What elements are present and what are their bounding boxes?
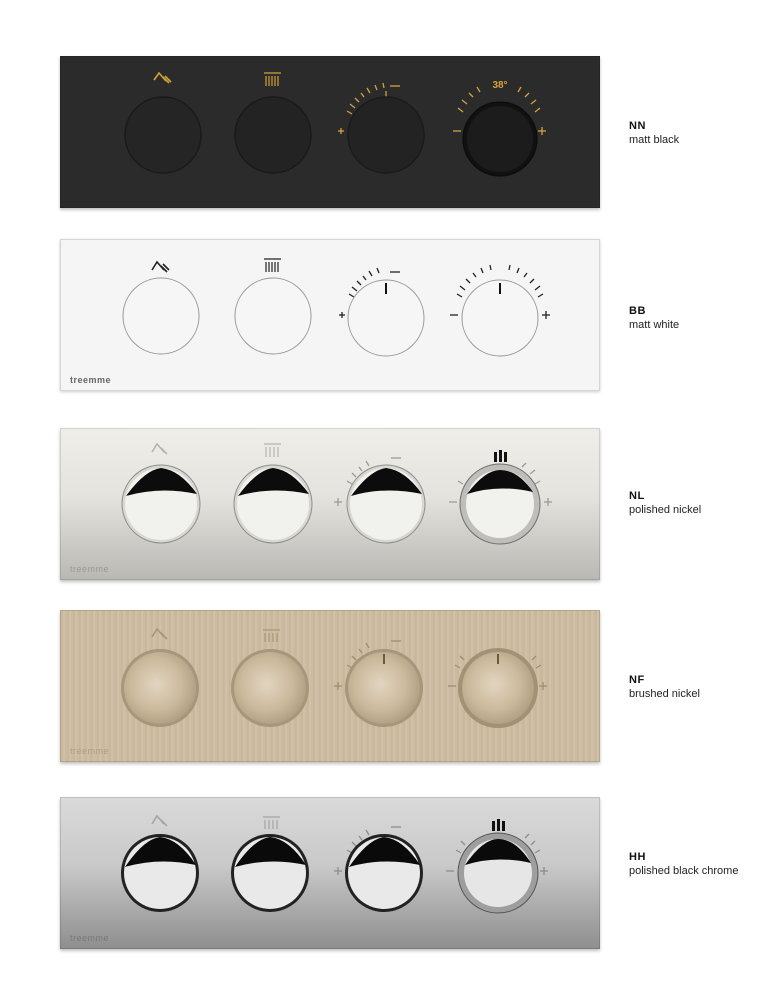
finish-name: matt white	[629, 319, 680, 331]
finish-label-nl	[629, 490, 701, 517]
overhead-shower-icon	[263, 630, 280, 642]
finish-name: polished nickel	[629, 504, 702, 516]
hand-shower-knob[interactable]	[121, 649, 199, 727]
finish-label-nf	[629, 674, 700, 701]
finish-code: NN	[629, 120, 646, 132]
overhead-shower-knob[interactable]	[235, 278, 311, 354]
flow-dial-knob[interactable]	[348, 97, 424, 173]
finish-name: matt black	[629, 134, 680, 146]
finish-code: BB	[629, 305, 646, 317]
hand-shower-icon	[154, 73, 171, 83]
flow-dial-knob[interactable]	[347, 465, 425, 543]
finish-row-hh	[0, 797, 775, 957]
hand-shower-knob[interactable]	[123, 278, 199, 354]
control-panel-matt-white	[60, 239, 600, 391]
finish-code: NF	[629, 674, 645, 686]
control-panel-black-chrome	[60, 797, 600, 949]
overhead-shower-knob[interactable]	[235, 97, 311, 173]
control-panel-polished-nickel	[60, 428, 600, 580]
thermostat-knob[interactable]	[458, 648, 538, 728]
brand-logo: treemme	[70, 746, 110, 756]
finish-row-nn	[0, 56, 775, 216]
brand-logo: treemme	[70, 564, 110, 574]
thermostat-readout: 38°	[492, 80, 508, 91]
overhead-shower-knob[interactable]	[231, 834, 309, 912]
finish-name: brushed nickel	[629, 688, 700, 700]
brand-logo: treemme	[70, 933, 110, 943]
finish-code: HH	[629, 851, 646, 863]
hand-shower-icon	[152, 262, 169, 272]
finish-label-hh	[629, 851, 738, 878]
finish-label-bb	[629, 305, 679, 332]
thermostat-knob[interactable]	[460, 450, 540, 544]
hand-shower-knob[interactable]	[125, 97, 201, 173]
finish-row-nf	[0, 610, 775, 770]
thermostat-knob[interactable]	[458, 819, 538, 913]
hand-shower-knob[interactable]	[121, 834, 199, 912]
finish-row-nl	[0, 428, 775, 588]
finish-label-nn	[629, 120, 679, 147]
brand-logo: treemme	[70, 375, 112, 385]
overhead-shower-icon	[264, 259, 281, 272]
thermostat-knob[interactable]	[467, 106, 533, 172]
finish-code: NL	[629, 490, 645, 502]
control-panel-brushed-nickel	[60, 610, 600, 762]
overhead-shower-icon	[264, 444, 281, 457]
overhead-shower-icon	[263, 817, 280, 829]
overhead-shower-knob[interactable]	[234, 465, 312, 543]
overhead-shower-knob[interactable]	[231, 649, 309, 727]
finish-row-bb	[0, 239, 775, 399]
hand-shower-icon	[152, 444, 167, 454]
hand-shower-icon	[152, 816, 167, 826]
flow-dial-knob[interactable]	[345, 834, 423, 912]
finish-name: polished black chrome	[629, 865, 739, 877]
overhead-shower-icon	[264, 73, 281, 86]
control-panel-matt-black	[60, 56, 600, 208]
hand-shower-icon	[152, 629, 167, 639]
hand-shower-knob[interactable]	[122, 465, 200, 543]
flow-dial-knob[interactable]	[345, 649, 423, 727]
